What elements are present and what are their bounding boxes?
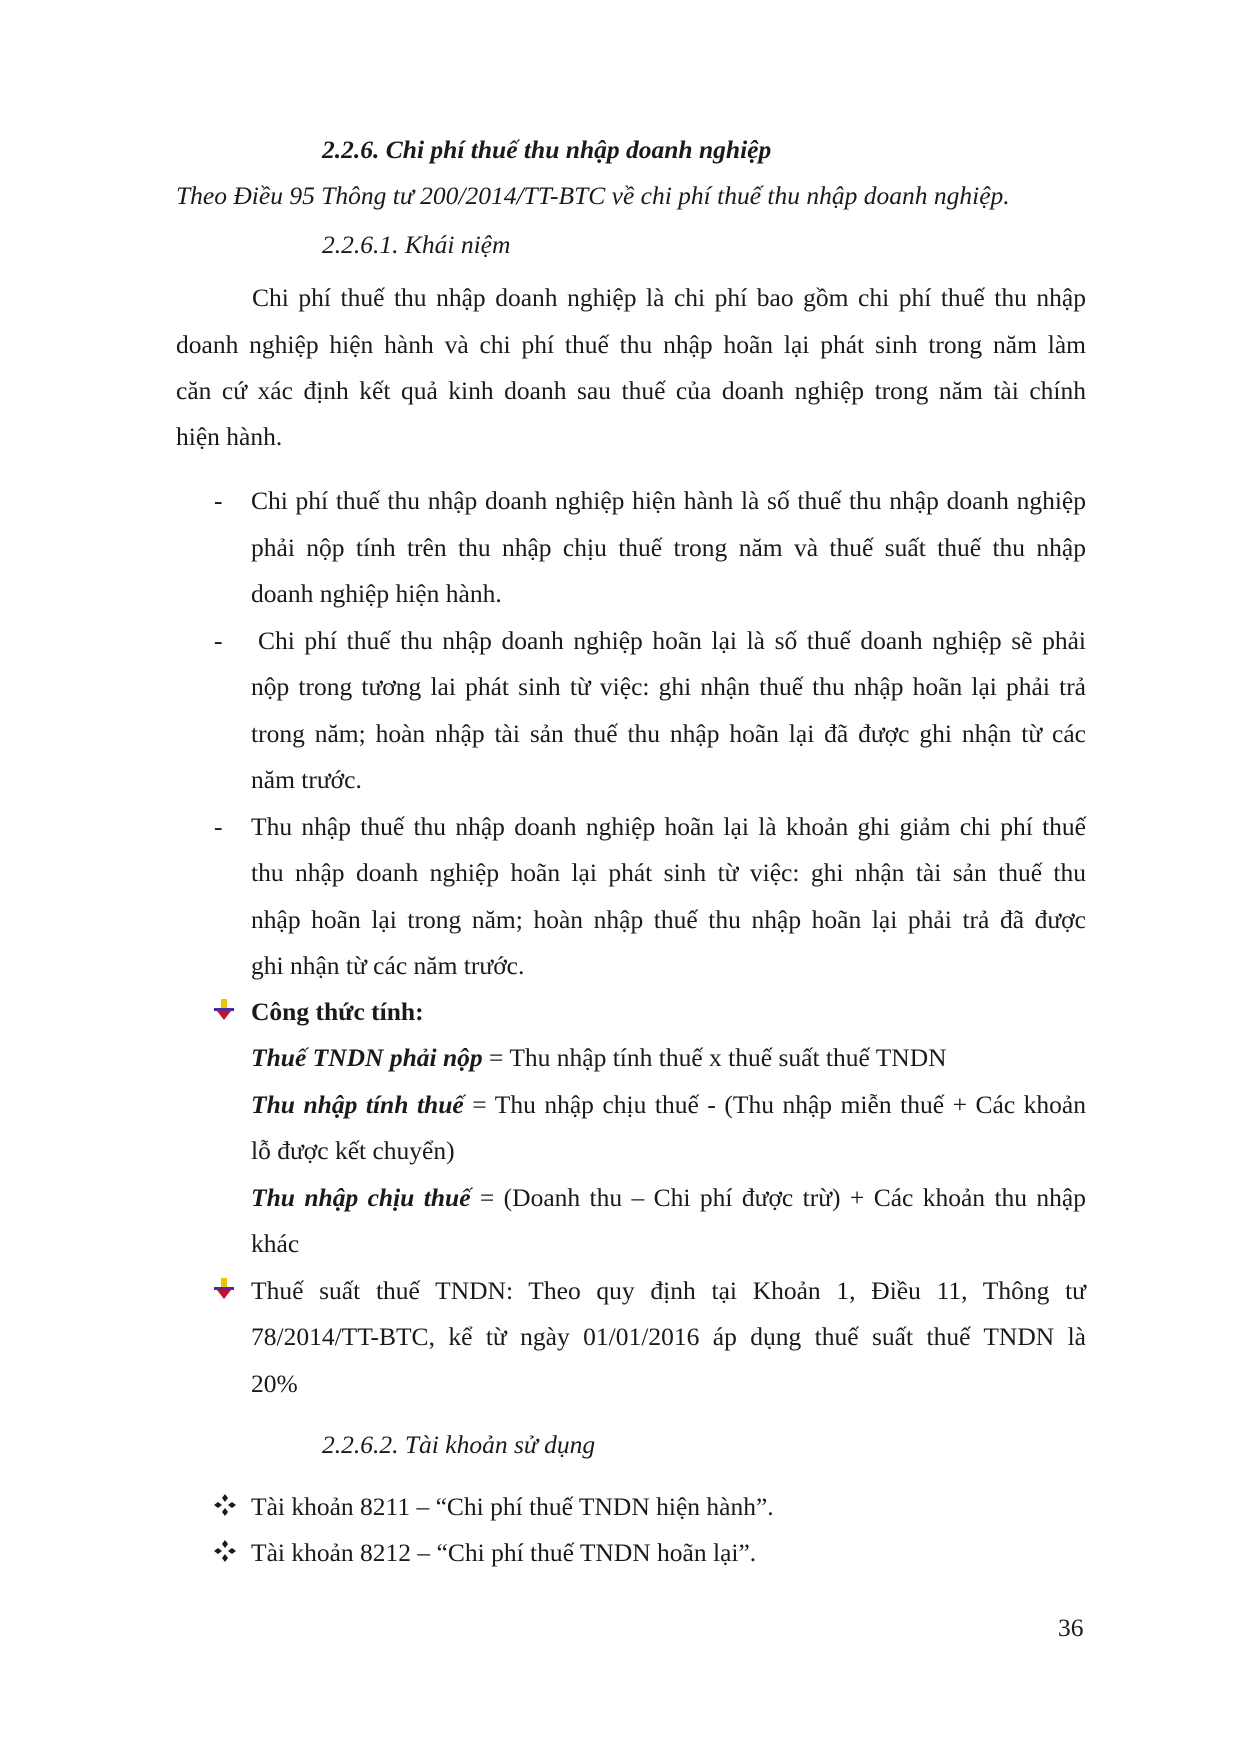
bullet-line: ghi nhận từ các năm trước. [251,951,525,980]
paragraph-line: 78/2014/TT-BTC, kể từ ngày 01/01/2016 áp dụng thuế suất thuế TNDN là [251,1322,1086,1351]
bullet-line: Chi phí thuế thu nhập doanh nghiệp hiện hành là số thuế thu nhập doanh nghiệp [251,486,1086,515]
subsection-heading-2-2-6-1: 2.2.6.1. Khái niệm [322,230,511,259]
formula-term: Thuế TNDN phải nộp [251,1043,483,1072]
bullet-line: năm trước. [251,765,362,794]
subsection-heading-2-2-6-2: 2.2.6.2. Tài khoản sử dụng [322,1430,596,1459]
down-arrow-bullet-icon [214,999,234,1021]
formula-term: Thu nhập chịu thuế [251,1183,471,1212]
bullet-line: Thu nhập thuế thu nhập doanh nghiệp hoãn lại là khoản ghi giảm chi phí thuế [251,812,1086,841]
bullet-line: nhập hoãn lại trong năm; hoàn nhập thuế thu nhập hoãn lại phải trả đã được [251,905,1086,934]
formula-assessable-income [251,1185,1086,1211]
dash-marker: - [214,812,223,841]
page-number: 36 [1058,1613,1084,1642]
dash-marker: - [214,626,223,655]
formula-title: Công thức tính: [251,997,424,1026]
paragraph-line: Chi phí thuế thu nhập doanh nghiệp là chi phí bao gồm chi phí thuế thu nhập [252,283,1086,312]
formula-continuation: lỗ được kết chuyển) [251,1136,455,1165]
paragraph-line: doanh nghiệp hiện hành và chi phí thuế thu nhập hoãn lại phát sinh trong năm làm [176,330,1086,359]
four-diamond-bullet-icon [214,1494,236,1516]
formula-continuation: khác [251,1229,300,1258]
bullet-line: thu nhập doanh nghiệp hoãn lại phát sinh từ việc: ghi nhận tài sản thuế thu [251,858,1086,887]
paragraph-line: căn cứ xác định kết quả kinh doanh sau thuế của doanh nghiệp trong năm tài chính [176,376,1086,405]
bullet-line: phải nộp tính trên thu nhập chịu thuế trong năm và thuế suất thuế thu nhập [251,533,1086,562]
paragraph-line: Thuế suất thuế TNDN: Theo quy định tại Khoản 1, Điều 11, Thông tư [251,1276,1086,1305]
formula-expression: = (Doanh thu – Chi phí được trừ) + Các khoản thu nhập [470,1183,1086,1212]
bullet-line: nộp trong tương lai phát sinh từ việc: ghi nhận thuế thu nhập hoãn lại phải trả [251,672,1086,701]
formula-expression: = Thu nhập tính thuế x thuế suất thuế TNDN [482,1043,947,1072]
formula-taxable-income [251,1092,1086,1118]
bullet-line: Chi phí thuế thu nhập doanh nghiệp hoãn lại là số thuế doanh nghiệp sẽ phải [258,626,1086,655]
formula-tax-payable [251,1045,947,1071]
formula-expression: = Thu nhập chịu thuế - (Thu nhập miễn thuế + Các khoản [463,1090,1087,1119]
section-heading-2-2-6: 2.2.6. Chi phí thuế thu nhập doanh nghiệp [322,135,772,164]
paragraph-line: 20% [251,1369,298,1398]
formula-term: Thu nhập tính thuế [251,1090,464,1119]
account-item-8212: Tài khoản 8212 – “Chi phí thuế TNDN hoãn lại”. [251,1538,757,1567]
dash-marker: - [214,486,223,515]
paragraph-line: hiện hành. [176,422,283,451]
bullet-line: trong năm; hoàn nhập tài sản thuế thu nhập hoãn lại đã được ghi nhận từ các [251,719,1086,748]
four-diamond-bullet-icon [214,1540,236,1562]
reference-note: Theo Điều 95 Thông tư 200/2014/TT-BTC về chi phí thuế thu nhập doanh nghiệp. [176,181,1010,210]
account-item-8211: Tài khoản 8211 – “Chi phí thuế TNDN hiện hành”. [251,1492,774,1521]
bullet-line: doanh nghiệp hiện hành. [251,579,502,608]
down-arrow-bullet-icon [214,1278,234,1300]
